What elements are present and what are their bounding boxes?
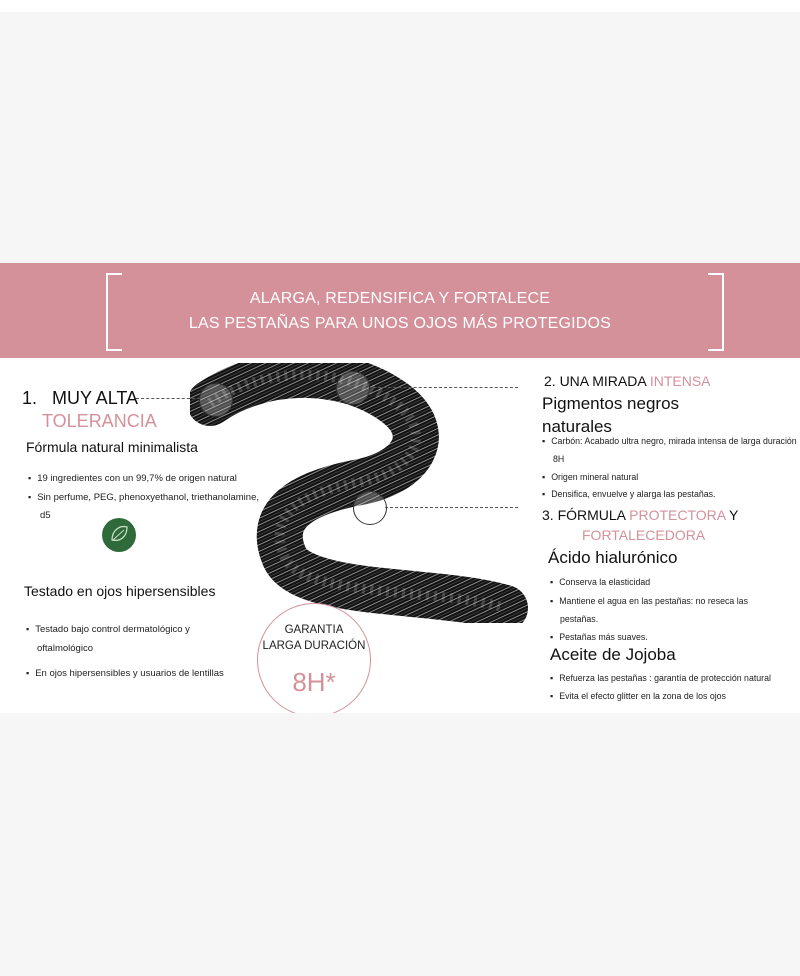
list-item: ▪ Sin perfume, PEG, phenoxyethanol, triethanolamine, [28, 492, 259, 503]
section-2-title-text: 2. UNA MIRADA [544, 373, 646, 389]
list-item: ▪ Origen mineral natural [542, 472, 638, 482]
ingredient-1-name: Ácido hialurónico [548, 548, 678, 567]
list-item-continuation: pestañas. [560, 614, 599, 624]
section-3-title-end: Y [728, 507, 739, 523]
right-bracket-icon [708, 273, 724, 351]
banner-line-2: LAS PESTAÑAS PARA UNOS OJOS MÁS PROTEGIDOS [188, 315, 612, 332]
section-3-title [542, 507, 738, 523]
list-item: ▪ Densifica, envuelve y alarga las pestañas. [542, 489, 716, 499]
badge-value: 8H* [292, 667, 336, 697]
section-2-title [544, 373, 711, 389]
section-2-subtitle-2: naturales [542, 417, 612, 436]
section-3-title-text: 3. FÓRMULA [542, 507, 626, 523]
list-item: ▪ Refuerza las pestañas : garantía de protección natural [550, 673, 771, 683]
badge-line-2: LARGA DURACIÓN [262, 640, 366, 652]
section-3-title-highlight: PROTECTORA [629, 507, 726, 523]
banner-line-1: ALARGA, REDENSIFICA Y FORTALECE [249, 290, 551, 307]
list-item: ▪ Conserva la elasticidad [550, 577, 650, 587]
badge-line-1: GARANTIA [284, 624, 344, 636]
section-1-number: 1. [22, 388, 38, 408]
tested-title: Testado en ojos hipersensibles [24, 583, 216, 599]
leader-line-1 [136, 398, 200, 399]
section-1-subtitle: Fórmula natural minimalista [26, 439, 198, 455]
list-item: ▪ Pestañas más suaves. [550, 632, 648, 642]
section-3-title-highlight-2: FORTALECEDORA [582, 527, 706, 543]
list-item: ▪ Testado bajo control dermatológico y [26, 624, 190, 635]
list-item-continuation: d5 [40, 510, 51, 521]
list-item-continuation: 8H [553, 454, 565, 464]
list-item-continuation: oftalmológico [37, 643, 93, 654]
headline-banner [0, 263, 800, 358]
magnifier-circle-1 [199, 383, 233, 417]
magnifier-circle-2 [336, 371, 370, 405]
leader-line-3 [385, 507, 518, 508]
section-1-title: MUY ALTA [52, 388, 139, 408]
leader-line-2 [368, 387, 518, 388]
top-margin [0, 0, 800, 12]
natural-origin-seal-icon [98, 515, 140, 555]
list-item: ▪ 19 ingredientes con un 99,7% de origen natural [28, 473, 237, 484]
list-item: ▪ Mantiene el agua en las pestañas: no reseca las [550, 596, 748, 606]
list-item: ▪ Evita el efecto glitter en la zona de los ojos [550, 691, 726, 701]
section-2-title-highlight: INTENSA [649, 373, 711, 389]
list-item: ▪ Carbón: Acabado ultra negro, mirada intensa de larga duración [542, 436, 797, 446]
list-item: ▪ En ojos hipersensibles y usuarios de lentillas [26, 668, 224, 679]
left-bracket-icon [106, 273, 122, 351]
long-lasting-badge [257, 603, 371, 713]
product-infographic [0, 263, 800, 713]
section-2-subtitle-1: Pigmentos negros [542, 394, 680, 413]
magnifier-circle-3 [353, 491, 387, 525]
section-1-title-highlight: TOLERANCIA [42, 411, 157, 431]
ingredient-2-name: Aceite de Jojoba [550, 645, 676, 664]
